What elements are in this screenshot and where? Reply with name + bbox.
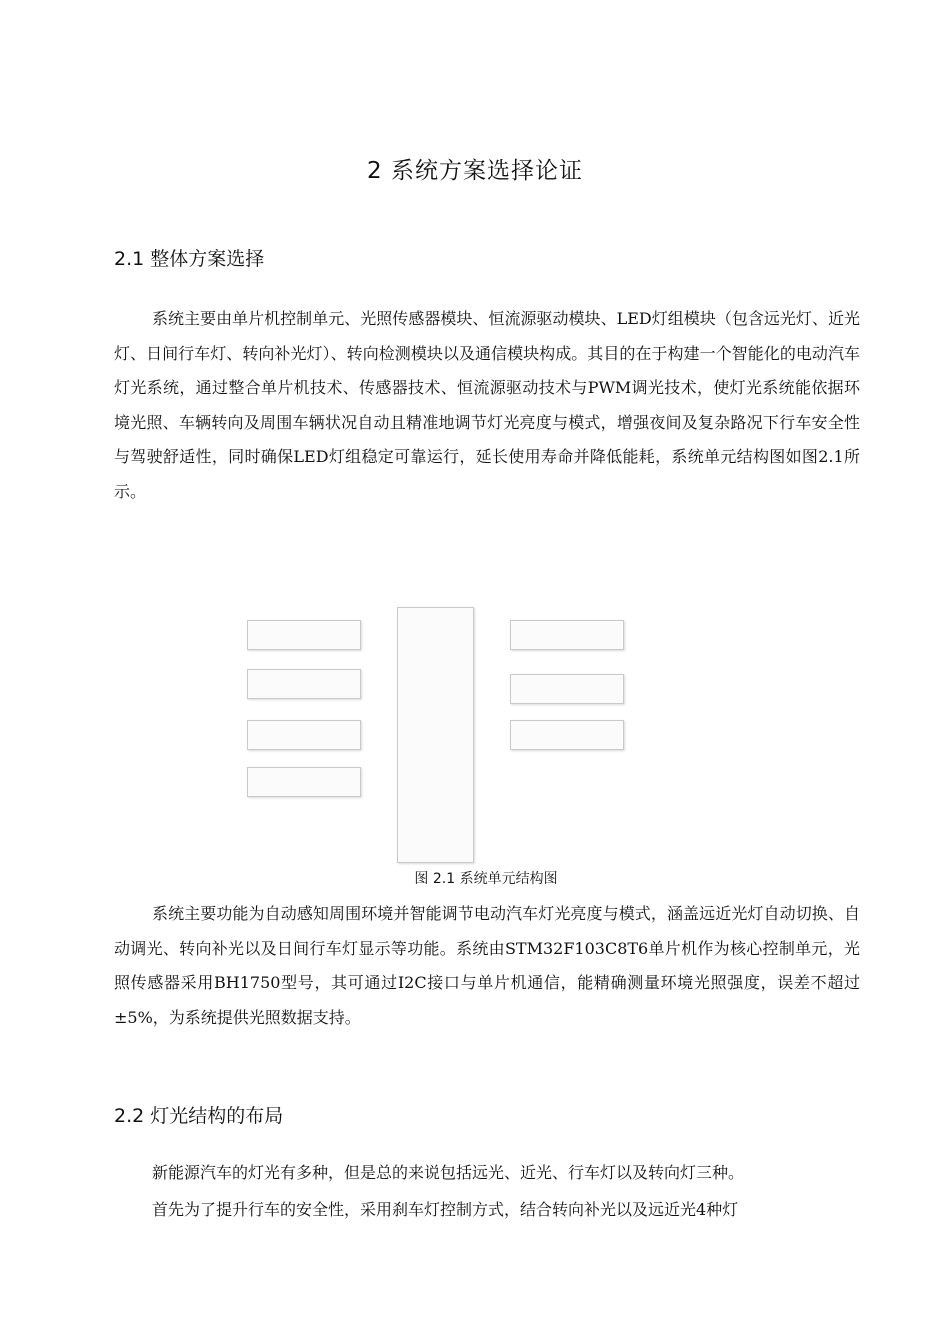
figure-left-block-3: [247, 720, 361, 750]
figure-right-block-3: [510, 720, 624, 750]
figure-right-block-1: [510, 620, 624, 650]
chapter-title: 2 系统方案选择论证: [367, 158, 583, 184]
paragraph-lights-control: 首先为了提升行车的安全性，采用刹车灯控制方式，结合转向补光以及远近光4种灯: [152, 1200, 739, 1219]
figure-left-block-1: [247, 620, 361, 650]
system-structure-figure: [244, 604, 626, 866]
figure-caption: 图 2.1 系统单元结构图: [414, 871, 558, 887]
section-title-2-2: 2.2 灯光结构的布局: [114, 1105, 284, 1127]
paragraph-lights-types: 新能源汽车的灯光有多种，但是总的来说包括远光、近光、行车灯以及转向灯三种。: [152, 1163, 745, 1182]
paragraph-functions: 系统主要功能为自动感知周围环境并智能调节电动汽车灯光亮度与模式，涵盖远近光灯自动切换、自动调光、转向补光以及日间行车灯显示等功能。系统由STM32F103C8T6单片机作为核心控制单元，光照传感器采用BH1750型号，其可通过I2C接口与单片机通信，能精确测量环境光照强度，误差不超过±5%，为系统提供光照数据支持。: [114, 904, 860, 1027]
section-title-2-1: 2.1 整体方案选择: [114, 248, 265, 270]
figure-right-block-2: [510, 674, 624, 704]
figure-center-block: [397, 607, 474, 863]
figure-left-block-2: [247, 669, 361, 699]
figure-left-block-4: [247, 767, 361, 797]
paragraph-overview: 系统主要由单片机控制单元、光照传感器模块、恒流源驱动模块、LED灯组模块（包含远光灯、近光灯、日间行车灯、转向补光灯）、转向检测模块以及通信模块构成。其目的在于构建一个智能化的电动汽车灯光系统，通过整合单片机技术、传感器技术、恒流源驱动技术与PWM调光技术，使灯光系统能依据环境光照、车辆转向及周围车辆状况自动且精准地调节灯光亮度与模式，增强夜间及复杂路况下行车安全性与驾驶舒适性，同时确保LED灯组稳定可靠运行，延长使用寿命并降低能耗，系统单元结构图如图2.1所示。: [114, 309, 860, 501]
